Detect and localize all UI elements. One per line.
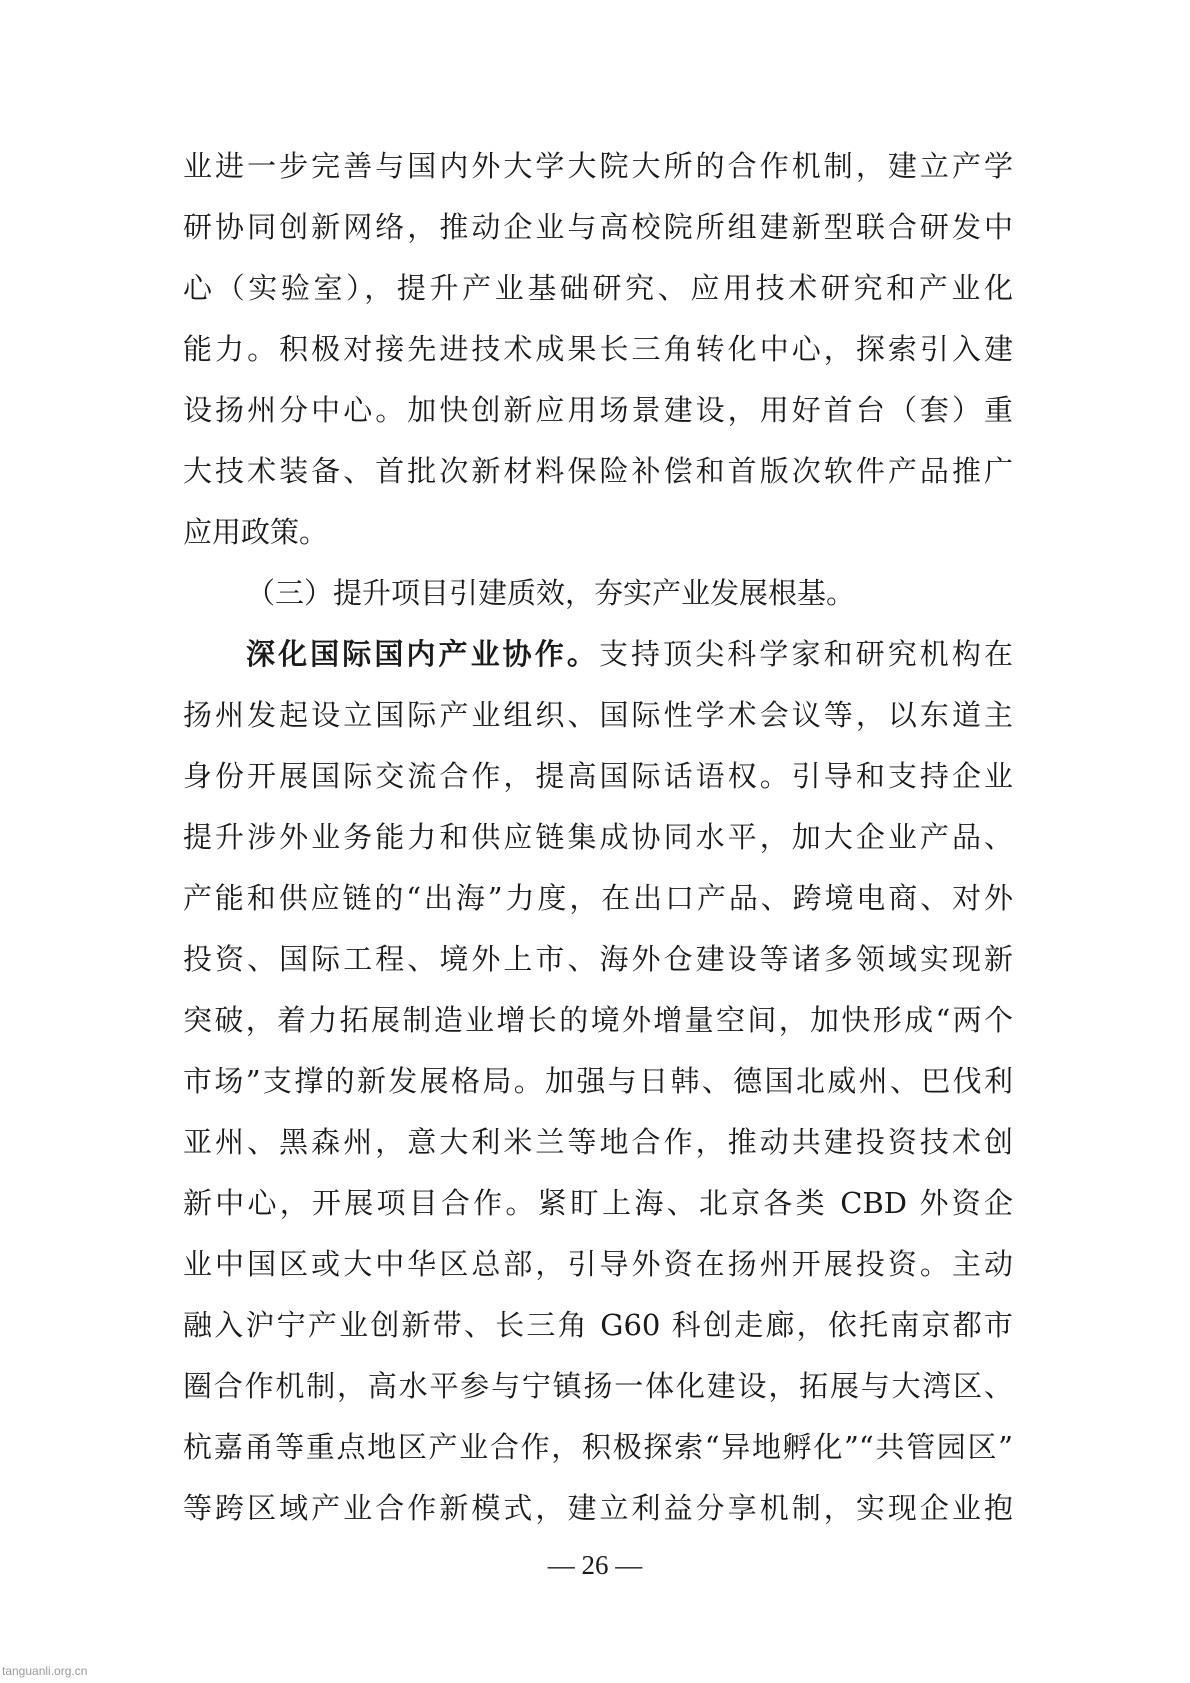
body-line: 投资、国际工程、境外上市、海外仓建设等诸多领域实现新 (183, 942, 1013, 976)
body-line: 市场”支撑的新发展格局。加强与日韩、德国北威州、巴伐利 (183, 1064, 1013, 1098)
body-line: 圈合作机制，高水平参与宁镇扬一体化建设，拓展与大湾区、 (183, 1369, 1013, 1403)
body-line: 突破，着力拓展制造业增长的境外增量空间，加快形成“两个 (183, 1003, 1013, 1037)
body-line: 等跨区域产业合作新模式，建立利益分享机制，实现企业抱 (183, 1491, 1013, 1525)
body-line: 业进一步完善与国内外大学大院大所的合作机制，建立产学 (183, 149, 1013, 183)
body-line: 杭嘉甬等重点地区产业合作，积极探索“异地孵化”“共管园区” (183, 1430, 1013, 1464)
body-line: 身份开展国际交流合作，提高国际话语权。引导和支持企业 (183, 759, 1013, 793)
body-line: 设扬州分中心。加快创新应用场景建设，用好首台（套）重 (183, 393, 1013, 427)
paragraph-lead-bold: 深化国际国内产业协作。 (246, 637, 599, 671)
body-line: 产能和供应链的“出海”力度，在出口产品、跨境电商、对外 (183, 881, 1013, 915)
body-line: 应用政策。 (183, 515, 329, 549)
body-line: 提升涉外业务能力和供应链集成协同水平，加大企业产品、 (183, 820, 1013, 854)
body-line: 亚州、黑森州，意大利米兰等地合作，推动共建投资技术创 (183, 1125, 1013, 1159)
page-number: — 26 — (547, 1550, 643, 1580)
paragraph-lead-rest: 支持顶尖科学家和研究机构在 (598, 637, 1013, 671)
body-line: 新中心，开展项目合作。紧盯上海、北京各类 CBD 外资企 (183, 1186, 1013, 1220)
body-line: 业中国区或大中华区总部，引导外资在扬州开展投资。主动 (183, 1247, 1013, 1281)
section-heading: （三）提升项目引建质效，夯实产业发展根基。 (246, 576, 856, 610)
body-line: 心（实验室），提升产业基础研究、应用技术研究和产业化 (183, 271, 1013, 305)
watermark: tanguanli.org.cn (2, 1664, 88, 1678)
body-line: 能力。积极对接先进技术成果长三角转化中心，探索引入建 (183, 332, 1013, 366)
body-line: 融入沪宁产业创新带、长三角 G60 科创走廊，依托南京都市 (183, 1308, 1013, 1342)
body-line: 扬州发起设立国际产业组织、国际性学术会议等，以东道主 (183, 698, 1013, 732)
body-line: 研协同创新网络，推动企业与高校院所组建新型联合研发中 (183, 210, 1013, 244)
body-line: 大技术装备、首批次新材料保险补偿和首版次软件产品推广 (183, 454, 1013, 488)
paragraph-first-line (246, 624, 1013, 685)
